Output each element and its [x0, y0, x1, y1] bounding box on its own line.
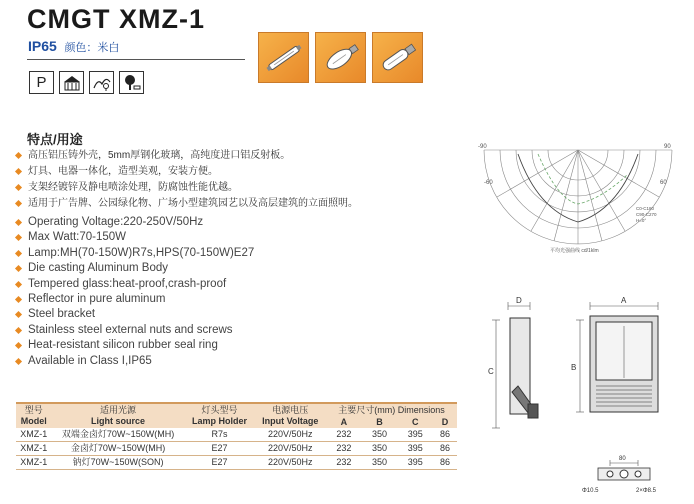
- bullet-icon: [15, 265, 22, 272]
- axis-label-right-inner: 60: [660, 180, 667, 186]
- dimension-drawing: [488, 296, 678, 446]
- bullet-icon: [15, 342, 22, 349]
- bullet-icon: [15, 250, 22, 257]
- chinese-feature-item: 灯具、电器一体化，造型美观，安装方便。: [16, 164, 358, 180]
- mount-hole-left: Φ10.5: [582, 488, 599, 494]
- bullet-icon: [15, 296, 22, 303]
- dim-label-d: D: [516, 296, 522, 305]
- english-feature-item: Stainless steel external nuts and screws: [16, 323, 254, 338]
- bullet-icon: [15, 281, 22, 288]
- polar-light-distribution: [478, 140, 678, 254]
- dim-label-a: A: [621, 296, 627, 305]
- certification-icons: [29, 71, 144, 94]
- bullet-icon: [15, 358, 22, 365]
- sodium-lamp-icon: [372, 32, 423, 83]
- dim-label-c: C: [488, 367, 494, 376]
- table-row: XMZ-1 金卤灯70W~150W(MH) E27 220V/50Hz 232 350 395 86: [16, 442, 457, 456]
- col-dimensions: 主要尺寸(mm) Dimensions: [326, 403, 457, 417]
- axis-label-left-inner: -60: [484, 180, 493, 186]
- polar-legend-2: C90-C270: [636, 212, 657, 217]
- english-feature-item: Tempered glass:heat-proof,crash-proof: [16, 277, 254, 292]
- features-title: 特点/用途: [27, 132, 83, 147]
- protection-class-icon: P: [29, 71, 54, 94]
- table-header-row: [16, 403, 457, 417]
- col-dim-c: C: [397, 417, 433, 428]
- bullet-icon: [15, 168, 22, 175]
- english-feature-item: Operating Voltage:220-250V/50Hz: [16, 215, 254, 230]
- building-facade-icon: [59, 71, 84, 94]
- bullet-icon: [15, 184, 22, 191]
- chinese-feature-list: [16, 148, 358, 212]
- english-feature-item: Max Watt:70-150W: [16, 230, 254, 245]
- col-dim-a: A: [326, 417, 362, 428]
- garden-floodlight-icon: [89, 71, 114, 94]
- english-feature-item: Available in Class I,IP65: [16, 354, 254, 369]
- col-input-voltage: 电源电压 Input Voltage: [255, 403, 327, 428]
- english-feature-item: Heat-resistant silicon rubber seal ring: [16, 338, 254, 353]
- english-feature-item: Steel bracket: [16, 307, 254, 322]
- tree-lighting-icon: [119, 71, 144, 94]
- english-feature-list: [16, 215, 254, 369]
- polar-footer: 平均光强曲线 cd/1klm: [550, 248, 599, 254]
- bullet-icon: [15, 219, 22, 226]
- chinese-feature-item: 支架经镀锌及静电喷涂处理，防腐蚀性能优越。: [16, 180, 358, 196]
- col-dim-d: D: [433, 417, 457, 428]
- mount-span-label: 80: [619, 456, 626, 462]
- ip-rating: IP65: [28, 38, 57, 54]
- lamp-type-icons: [258, 32, 423, 83]
- polar-legend-3: H=0°: [636, 218, 647, 223]
- double-ended-lamp-icon: [258, 32, 309, 83]
- metal-halide-lamp-icon: [315, 32, 366, 83]
- bullet-icon: [15, 200, 22, 207]
- bullet-icon: [15, 327, 22, 334]
- dim-label-b: B: [571, 363, 577, 372]
- bullet-icon: [15, 152, 22, 159]
- col-light-source: 适用光源 Light source: [52, 403, 185, 428]
- specification-table: [16, 402, 457, 470]
- col-dim-b: B: [362, 417, 398, 428]
- table-row: XMZ-1 钠灯70W~150W(SON) E27 220V/50Hz 232 350 395 86: [16, 456, 457, 470]
- english-feature-item: Reflector in pure aluminum: [16, 292, 254, 307]
- product-subtitle: [28, 38, 119, 55]
- product-title: CMGT XMZ-1: [27, 4, 205, 34]
- title-divider: [27, 59, 245, 60]
- mounting-plate-drawing: [574, 456, 674, 496]
- col-lamp-holder: 灯头型号 Lamp Holder: [185, 403, 255, 428]
- mount-hole-right: 2×Φ8.5: [636, 488, 656, 494]
- english-feature-item: Die casting Aluminum Body: [16, 261, 254, 276]
- table-row: XMZ-1 双端金卤灯70W~150W(MH) R7s 220V/50Hz 232 350 395 86: [16, 428, 457, 442]
- axis-label-right-outer: 90: [664, 144, 671, 150]
- english-feature-item: Lamp:MH(70-150W)R7s,HPS(70-150W)E27: [16, 246, 254, 261]
- chinese-feature-item: 高压铝压铸外壳，5mm厚钢化玻璃，高纯度进口铝反射板。: [16, 148, 358, 164]
- polar-legend-1: C0-C180: [636, 206, 655, 211]
- color-label: 颜色：米白: [64, 42, 120, 54]
- bullet-icon: [15, 311, 22, 318]
- col-model: 型号 Model: [16, 403, 52, 428]
- axis-label-left-outer: -90: [478, 144, 487, 150]
- chinese-feature-item: 适用于广告牌、公园绿化物、广场小型建筑园艺以及高层建筑的立面照明。: [16, 196, 358, 212]
- bullet-icon: [15, 234, 22, 241]
